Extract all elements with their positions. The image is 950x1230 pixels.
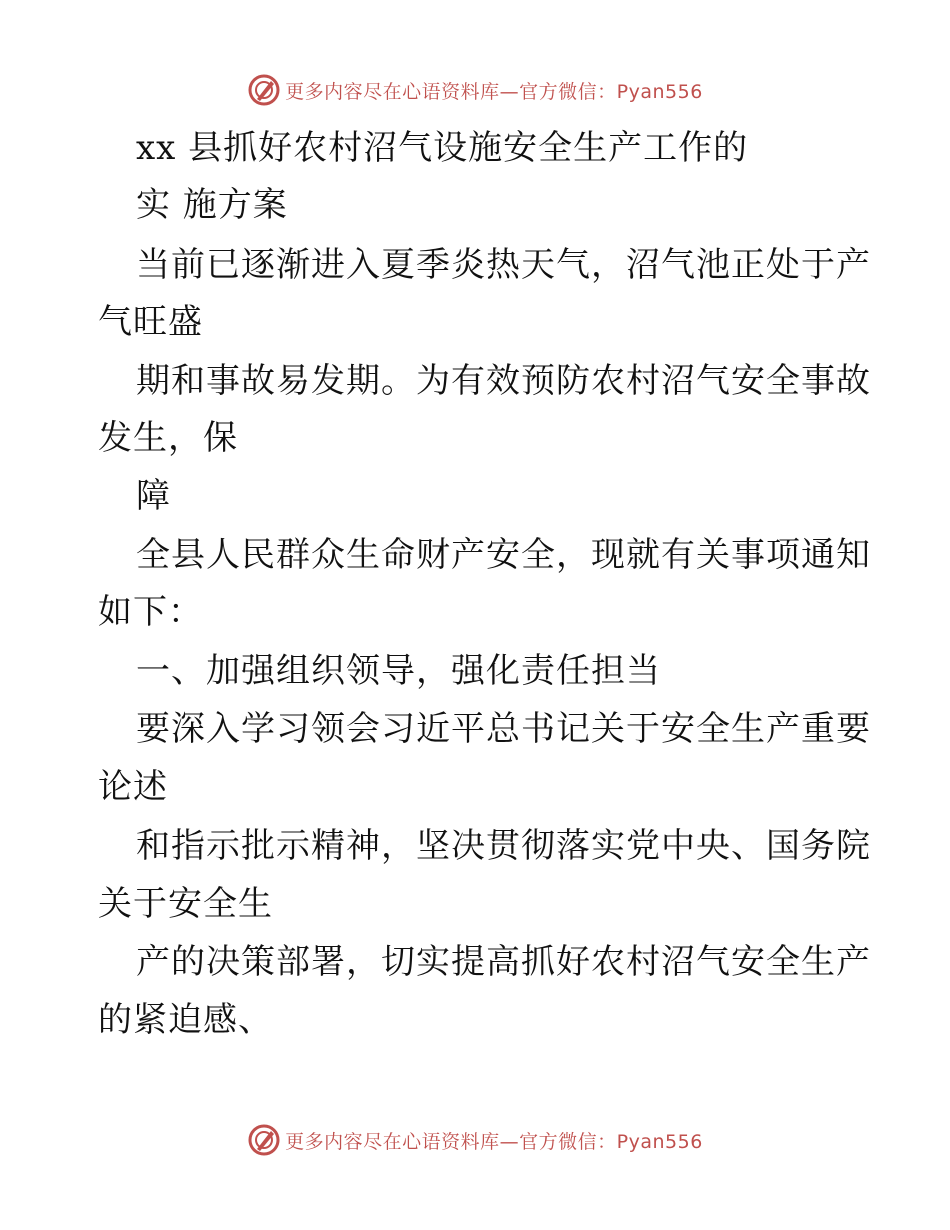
paragraph-line: 当前已逐渐进入夏季炎热天气，沼气池正处于产 <box>136 245 871 285</box>
paragraph-line: 发生，保 <box>98 418 238 458</box>
paragraph-line: 气旺盛 <box>98 302 203 342</box>
footer-watermark <box>0 1120 950 1160</box>
paragraph-line: 和指示批示精神，坚决贯彻落实党中央、国务院 <box>136 826 871 866</box>
paragraph-line: 的紧迫感、 <box>98 1000 273 1040</box>
footer-watermark-text: 更多内容尽在心语资料库—官方微信：Pyan556 <box>285 1130 703 1153</box>
paragraph-line: 产的决策部署，切实提高抓好农村沼气安全生产 <box>136 942 871 982</box>
paragraph-line: 关于安全生 <box>98 884 273 924</box>
section-heading: 一、加强组织领导，强化责任担当 <box>136 651 661 691</box>
paragraph-line: 障 <box>136 476 171 516</box>
document-title-line-2: 实 施方案 <box>136 185 288 225</box>
pen-nib-logo-icon <box>247 1123 281 1157</box>
paragraph-line: 期和事故易发期。为有效预防农村沼气安全事故 <box>136 361 871 401</box>
paragraph-line: 论述 <box>98 767 168 807</box>
header-watermark-text: 更多内容尽在心语资料库—官方微信：Pyan556 <box>285 80 703 103</box>
paragraph-line: 如下： <box>98 592 203 632</box>
paragraph-line: 全县人民群众生命财产安全，现就有关事项通知 <box>136 535 871 575</box>
paragraph-line: 要深入学习领会习近平总书记关于安全生产重要 <box>136 709 871 749</box>
document-title-line-1: xx 县抓好农村沼气设施安全生产工作的 <box>136 128 749 168</box>
